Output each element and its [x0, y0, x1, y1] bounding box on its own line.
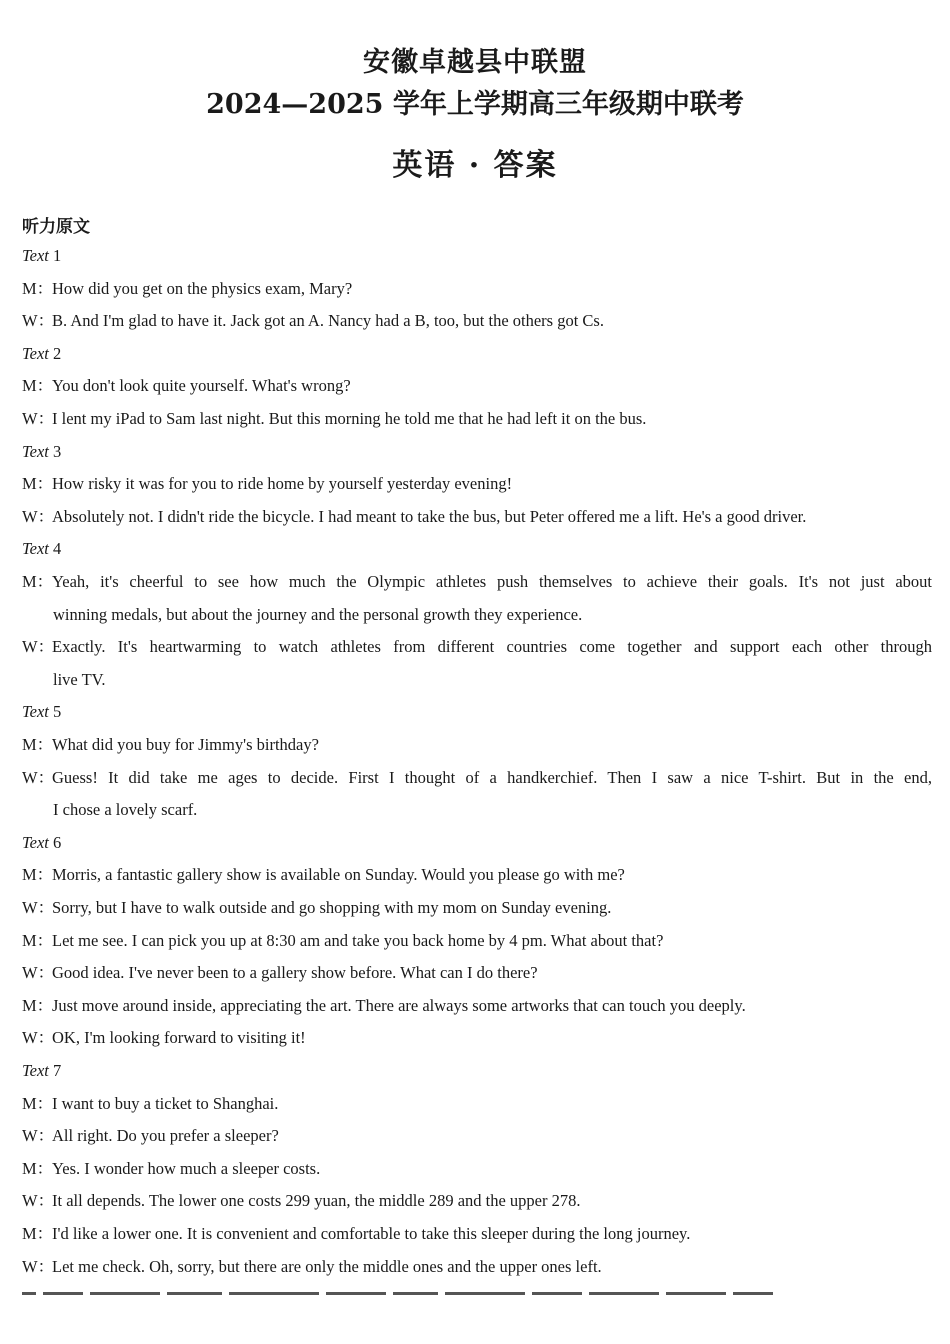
speaker-label: W： [22, 767, 55, 787]
dialogue-line [22, 468, 932, 501]
text-label-word: Text [22, 246, 49, 265]
dialogue-text: B. And I'm glad to have it. Jack got an A. Nancy had a B, too, but the others got Cs. [52, 311, 604, 331]
text-label-word: Text [22, 702, 49, 722]
text-label-word: Text [22, 343, 49, 363]
dialogue-line [22, 859, 932, 892]
speaker-label: W： [22, 1126, 55, 1146]
speaker-label: M： [22, 995, 54, 1015]
dialogue-continuation: winning medals, but about the journey and the personal growth they experience. [53, 604, 583, 624]
text-label-number: 3 [53, 441, 62, 461]
cut-off-line [22, 1292, 912, 1302]
dialogue-line [22, 631, 932, 664]
dialogue-line [22, 957, 932, 990]
text-label-number: 5 [53, 702, 62, 722]
text-label-word: Text [22, 441, 49, 461]
dialogue-text: Yeah, it's cheerful to see how much the Olympic athletes push themselves to achieve their goals. It's not just about [52, 572, 932, 591]
speaker-label: M： [22, 1158, 54, 1178]
dialogue-text: I want to buy a ticket to Shanghai. [52, 1093, 279, 1113]
dialogue-text: You don't look quite yourself. What's wrong? [52, 376, 351, 396]
dialogue-line [22, 370, 932, 403]
dialogue-line [22, 403, 932, 436]
text-label [22, 827, 932, 860]
dialogue-text: Let me see. I can pick you up at 8:30 am and take you back home by 4 pm. What about that? [52, 930, 664, 950]
text-label [22, 436, 932, 469]
dialogue-text: What did you buy for Jimmy's birthday? [52, 735, 319, 754]
dialogue-line [22, 1185, 932, 1218]
speaker-label: M： [22, 376, 54, 396]
text-label-number: 6 [53, 832, 62, 852]
dialogue-line [22, 729, 932, 762]
dialogue-line [22, 990, 932, 1023]
text-label-number: 4 [53, 539, 62, 559]
dialogue-line [22, 1153, 932, 1186]
dialogue-text: All right. Do you prefer a sleeper? [52, 1126, 279, 1146]
header-exam-title: 2024—2025 学年上学期高三年级期中联考 [206, 89, 744, 120]
speaker-label: M： [22, 930, 54, 950]
text-label-number: 2 [53, 343, 62, 363]
dialogue-line [22, 762, 932, 795]
dialogue-line [22, 305, 932, 338]
dialogue-line [22, 566, 932, 599]
speaker-label: M： [22, 474, 54, 494]
text-label-number: 7 [53, 1061, 62, 1080]
text-label [22, 533, 932, 566]
header-org: 安徽卓越县中联盟 [363, 47, 587, 78]
text-label [22, 240, 932, 273]
dialogue-text: How risky it was for you to ride home by yourself yesterday evening! [52, 474, 513, 494]
dialogue-text: Yes. I wonder how much a sleeper costs. [52, 1158, 321, 1178]
dialogue-text: Just move around inside, appreciating the art. There are always some artworks that can touch you deeply. [52, 995, 746, 1015]
speaker-label: M： [22, 1093, 54, 1113]
text-label [22, 1055, 932, 1088]
speaker-label: W： [22, 637, 55, 657]
text-label-word: Text [22, 539, 49, 559]
dialogue-continuation: I chose a lovely scarf. [53, 800, 198, 820]
text-label-word: Text [22, 832, 49, 852]
dialogue-text: I lent my iPad to Sam last night. But this morning he told me that he had left it on the bus. [52, 409, 647, 428]
dialogue-text: Sorry, but I have to walk outside and go shopping with my mom on Sunday evening. [52, 898, 612, 917]
dialogue-line [22, 1251, 932, 1284]
dialogue-line [22, 892, 932, 925]
header-subject: 英语 · 答案 [392, 148, 558, 183]
dialogue-text: Morris, a fantastic gallery show is available on Sunday. Would you please go with me? [52, 865, 625, 885]
speaker-label: W： [22, 506, 55, 526]
speaker-label: M： [22, 1224, 54, 1243]
speaker-label: W： [22, 898, 55, 917]
dialogue-text: Absolutely not. I didn't ride the bicycle. I had meant to take the bus, but Peter offered me a lift. He's a good driver. [52, 506, 807, 526]
speaker-label: W： [22, 1256, 55, 1276]
speaker-label: M： [22, 735, 54, 754]
text-label [22, 696, 932, 729]
dialogue-line [22, 501, 932, 534]
dialogue-text: Let me check. Oh, sorry, but there are only the middle ones and the upper ones left. [52, 1256, 602, 1276]
speaker-label: W： [22, 409, 55, 428]
text-label [22, 338, 932, 371]
section-title: 听力原文 [22, 217, 90, 237]
speaker-label: M： [22, 572, 54, 591]
text-label-word: Text [22, 1061, 49, 1080]
speaker-label: W： [22, 311, 55, 331]
speaker-label: W： [22, 1191, 55, 1211]
dialogue-line [22, 273, 932, 306]
dialogue-line [22, 925, 932, 958]
speaker-label: M： [22, 278, 54, 298]
dialogue-text: Exactly. It's heartwarming to watch athletes from different countries come together and support each other through [52, 637, 932, 657]
speaker-label: W： [22, 1028, 55, 1048]
text-label-number: 1 [53, 246, 62, 265]
dialogue-text: It all depends. The lower one costs 299 yuan, the middle 289 and the upper 278. [52, 1191, 581, 1211]
dialogue-text: Guess! It did take me ages to decide. First I thought of a handkerchief. Then I saw a nice T-shirt. But in the end, [52, 767, 932, 787]
dialogue-text: How did you get on the physics exam, Mary? [52, 278, 353, 298]
speaker-label: W： [22, 963, 55, 983]
dialogue-text: I'd like a lower one. It is convenient and comfortable to take this sleeper during the long journey. [52, 1224, 691, 1243]
dialogue-line [22, 1022, 932, 1055]
dialogue-text: OK, I'm looking forward to visiting it! [52, 1028, 306, 1048]
dialogue-line [22, 1088, 932, 1121]
dialogue-text: Good idea. I've never been to a gallery show before. What can I do there? [52, 963, 538, 983]
speaker-label: M： [22, 865, 54, 885]
dialogue-continuation: live TV. [53, 669, 106, 689]
dialogue-line [22, 1120, 932, 1153]
dialogue-line [22, 1218, 932, 1251]
